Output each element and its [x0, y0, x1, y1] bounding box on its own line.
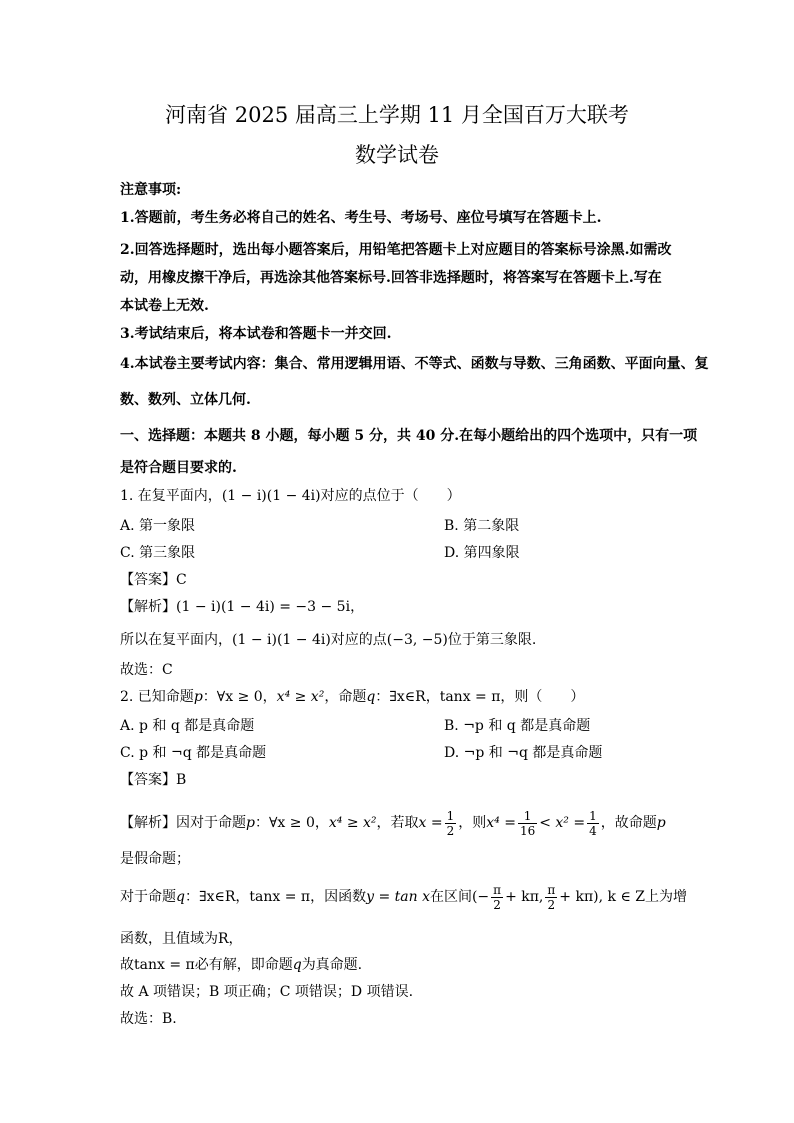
q2-an3-text-f: 上为增	[644, 889, 687, 905]
q2-an1-x4: x⁴ =	[486, 815, 516, 831]
q2-tan-eq: tanx = π	[439, 689, 501, 705]
q2-an1-inequality: x⁴ ≥ x²	[328, 815, 377, 831]
notice-heading: 注意事项:	[120, 182, 182, 198]
q2-an3-interval-open: (−	[471, 889, 490, 905]
q2-an3-text-a: 对于命题	[120, 889, 176, 905]
q1-option-d: D. 第四象限	[444, 545, 520, 561]
q2-an5-equation: tanx = π	[134, 957, 195, 973]
q2-an3-text-d: ，因函数	[310, 889, 367, 905]
q2-an3-colon: ：	[184, 889, 199, 905]
q1-line2-expression: (1 − i)(1 − 4i)	[232, 632, 331, 648]
q2-an3-exists: ∃x∈R	[198, 889, 236, 905]
notice-item-4-line-2: 数、数列、立体几何.	[120, 392, 251, 408]
q1-line2-text-a: 所以在复平面内，	[120, 632, 232, 648]
q1-analysis-line-2	[120, 630, 536, 650]
q1-stem-tail: 对应的点位于（ ）	[320, 488, 461, 504]
q2-option-b: B. ¬p 和 q 都是真命题	[444, 718, 591, 734]
q2-an4-text-a: 函数，且值域为	[120, 931, 218, 947]
q2-answer: 【答案】B	[120, 772, 187, 788]
fraction-one-quarter	[587, 809, 599, 838]
q2-an1-comma: ，	[314, 815, 329, 831]
q2-an1-symbol-p: p	[246, 815, 255, 831]
q2-analysis-line-4	[120, 929, 243, 949]
q2-an1-less-than: < x² =	[539, 815, 586, 831]
notice-item-3: 3.考试结束后，将本试卷和答题卡一并交回.	[120, 326, 392, 342]
q1-option-a: A. 第一象限	[120, 518, 196, 534]
q1-option-b: B. 第二象限	[444, 518, 520, 534]
q2-analysis-line-2: 是假命题；	[120, 851, 190, 867]
q2-colon-1: ：	[202, 689, 217, 705]
q2-option-c: C. p 和 ¬q 都是真命题	[120, 745, 267, 761]
q2-an4-text-b: ，	[228, 931, 243, 947]
fraction-numerator: 1	[518, 809, 537, 824]
fraction-denominator: 2	[446, 823, 455, 838]
fraction-denominator: 2	[493, 897, 501, 912]
q2-an3-interval-mid: + kπ,	[505, 889, 544, 905]
q1-choice: 故选：C	[120, 662, 173, 678]
q2-analysis-line-1	[120, 806, 666, 840]
fraction-pi-over-2-second	[545, 883, 557, 912]
q1-line2-text-c: 位于第三象限.	[447, 632, 537, 648]
q2-forall: ∀x ≥ 0	[216, 689, 263, 705]
notice-item-2-line-2: 动，用橡皮擦干净后，再选涂其他答案标号.回答非选择题时，将答案写在答题卡上.写在	[120, 270, 662, 286]
section-heading-line-2: 是符合题目要求的.	[120, 460, 237, 476]
q2-symbol-p: p	[193, 689, 203, 705]
q2-an1-symbol-p-end: p	[656, 815, 666, 831]
q2-an1-forall: ∀x ≥ 0	[268, 815, 315, 831]
q1-expression: (1 − i)(1 − 4i)	[221, 488, 321, 504]
q2-an1-colon: ：	[254, 815, 269, 831]
section-heading-line-1: 一、选择题：本题共 8 小题，每小题 5 分，共 40 分.在每小题给出的四个选项中，只有一项	[120, 428, 698, 444]
q1-option-c: C. 第三象限	[120, 545, 196, 561]
q1-answer: 【答案】C	[120, 572, 187, 588]
q2-choice: 故选：B.	[120, 1011, 177, 1027]
q1-line2-point: (−3, −5)	[386, 632, 448, 648]
q2-an5-symbol-q: q	[292, 957, 302, 973]
q2-an3-text-e: 在区间	[429, 889, 472, 905]
q2-option-d: D. ¬p 和 ¬q 都是真命题	[444, 745, 603, 761]
q2-an1-x-eq: x =	[418, 815, 443, 831]
q1-stem	[120, 486, 461, 506]
q2-an3-function: y = tan x	[366, 889, 430, 905]
q2-inequality: x⁴ ≥ x²	[276, 689, 325, 705]
q2-an5-text-a: 故	[120, 957, 134, 973]
q2-an5-text-c: 为真命题.	[301, 957, 363, 973]
q2-an3-interval-close: + kπ), k ∈ Z	[559, 889, 645, 905]
fraction-denominator: 4	[589, 823, 597, 838]
q2-comma-2: ，	[425, 689, 440, 705]
q2-symbol-q: q	[366, 689, 376, 705]
q2-an1-text-a: 【解析】因对于命题	[120, 815, 246, 831]
fraction-denominator: 16	[519, 823, 536, 838]
fraction-denominator: 2	[547, 897, 556, 912]
q2-comma-1: ，	[262, 689, 277, 705]
page-subtitle: 数学试卷	[355, 143, 439, 167]
fraction-numerator: π	[547, 882, 556, 897]
q1-stem-text: 1. 在复平面内，	[120, 488, 222, 504]
q2-exists: ∃x∈R	[389, 689, 426, 705]
q2-analysis-line-5	[120, 955, 362, 975]
q2-an1-text-e: ，则	[458, 815, 487, 831]
page-title: 河南省 2025 届高三上学期 11 月全国百万大联考	[165, 103, 629, 127]
notice-item-4-line-1: 4.本试卷主要考试内容：集合、常用逻辑用语、不等式、函数与导数、三角函数、平面向量、复	[120, 356, 709, 372]
q2-an3-comma: ，	[235, 889, 250, 905]
q1-analysis-tail: ，	[350, 599, 365, 615]
q2-an1-text-d: ，若取	[376, 815, 419, 831]
q2-option-a: A. p 和 q 都是真命题	[120, 718, 255, 734]
q2-an1-text-f: ，故命题	[600, 815, 657, 831]
q1-analysis-expression: (1 − i)(1 − 4i) = −3 − 5i	[176, 599, 351, 615]
fraction-pi-over-2	[491, 883, 503, 912]
q2-stem-text-c: ，则（ ）	[500, 689, 585, 705]
q2-analysis-line-3	[120, 880, 687, 914]
q1-analysis	[120, 597, 364, 617]
fraction-one-sixteenth	[518, 809, 537, 838]
q2-colon-2: ：	[375, 689, 390, 705]
notice-item-2-line-1: 2.回答选择题时，选出每小题答案后，用铅笔把答题卡上对应题目的答案标号涂黑.如需改	[120, 242, 672, 258]
q2-stem	[120, 687, 584, 707]
fraction-numerator: 1	[446, 808, 455, 823]
fraction-numerator: π	[493, 882, 502, 897]
fraction-numerator: 1	[589, 808, 597, 823]
q2-analysis-line-6: 故 A 项错误；B 项正确；C 项错误；D 项错误.	[120, 984, 414, 1000]
notice-item-1: 1.答题前，考生务必将自己的姓名、考生号、考场号、座位号填写在答题卡上.	[120, 210, 602, 226]
q2-stem-text-a: 2. 已知命题	[120, 689, 194, 705]
q2-stem-text-b: ，命题	[324, 689, 367, 705]
notice-item-2-line-3: 本试卷上无效.	[120, 298, 209, 314]
q2-an4-r: R	[218, 931, 229, 947]
q1-line2-text-b: 对应的点	[330, 632, 387, 648]
q2-an3-symbol-q: q	[176, 889, 185, 905]
q1-analysis-label: 【解析】	[120, 599, 176, 615]
q2-an5-text-b: 必有解，即命题	[194, 957, 293, 973]
q2-an3-tan-eq: tanx = π	[249, 889, 311, 905]
fraction-one-half	[445, 809, 457, 838]
